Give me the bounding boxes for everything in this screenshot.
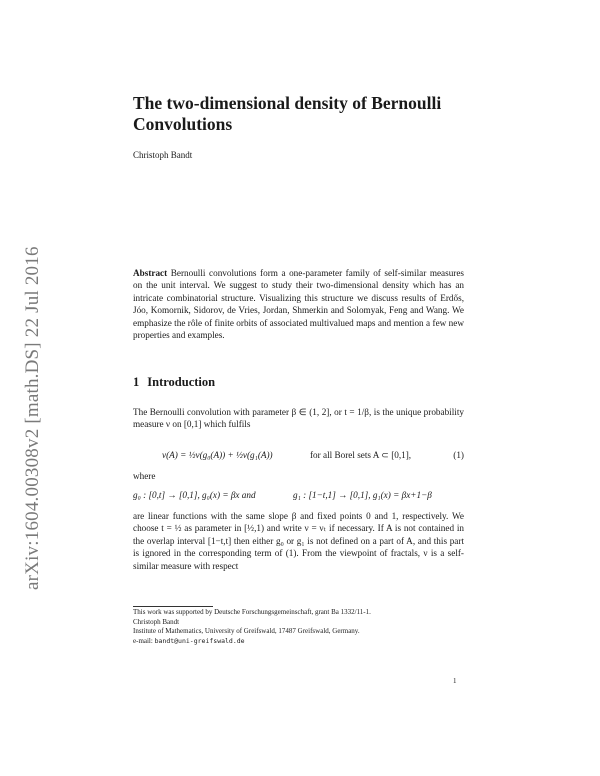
section-title: Introduction xyxy=(147,375,216,389)
section-number: 1 xyxy=(133,375,140,389)
email-label: e-mail: xyxy=(133,636,153,645)
footnotes xyxy=(133,608,464,646)
map-g0: g₀ : [0,t] → [0,1], g₀(x) = βx and xyxy=(133,490,256,500)
footnote-institute: Institute of Mathematics, University of Greifswald, 17487 Greifswald, Germany. xyxy=(133,627,360,635)
author: Christoph Bandt xyxy=(133,150,193,160)
equation-formula: ν(A) = ½ν(g₀(A)) + ½ν(g₁(A)) xyxy=(162,450,273,460)
equation-condition: for all Borel sets A ⊂ [0,1], xyxy=(310,450,412,460)
arxiv-watermark xyxy=(8,170,43,590)
equation-number: (1) xyxy=(453,450,464,460)
abstract xyxy=(133,267,464,341)
email-link[interactable]: bandt@uni-greifswald.de xyxy=(154,636,245,645)
footnote-support: This work was supported by Deutsche Forschungsgemeinschaft, grant Ba 1332/11-1. xyxy=(133,608,371,616)
intro-paragraph: The Bernoulli convolution with parameter β ∈ (1, 2], or t = 1/β, is the unique probability measure ν on [0,1] which fulfils xyxy=(133,407,464,430)
equation-1 xyxy=(162,446,464,468)
abstract-label: Abstract xyxy=(133,268,168,278)
footnote-rule xyxy=(133,606,213,607)
where-text: where xyxy=(133,471,156,481)
footnote-email-line xyxy=(133,637,464,647)
paper-title: The two-dimensional density of Bernoulli Convolutions xyxy=(133,93,442,134)
arxiv-id: arXiv:1604.00308v2 [math.DS] 22 Jul 2016 xyxy=(22,246,43,590)
map-definitions xyxy=(133,490,464,500)
body-paragraph: are linear functions with the same slope β and fixed points 0 and 1, respectively. We choose t = ½ as parameter in [½,1) and write ν = νₜ if necessary. If A is not contained in the overlap interval [1−t,t] then either g₀ or g₁ is not defined on a part of A, and this part is ignored in the corresponding term of (1). From the viewpoint of fractals, ν is a self-similar measure with respect xyxy=(133,511,464,571)
page-number: 1 xyxy=(453,677,457,685)
abstract-text: Bernoulli convolutions form a one-parameter family of self-similar measures on the unit interval. We suggest to study their two-dimensional density which has an intricate combinatorial structure. Visualizing this structure we discuss results of Erdős, Jóo, Komornik, Sidorov, de Vries, Jordan, Shmerkin and Solomyak, Feng and Wang. We emphasize the rôle of finite orbits of associated multivalued maps and mention a few new properties and examples. xyxy=(133,268,465,341)
map-g1: g₁ : [1−t,1] → [0,1], g₁(x) = βx+1−β xyxy=(293,490,432,500)
section-heading xyxy=(133,375,215,390)
footnote-name: Christoph Bandt xyxy=(133,617,180,626)
